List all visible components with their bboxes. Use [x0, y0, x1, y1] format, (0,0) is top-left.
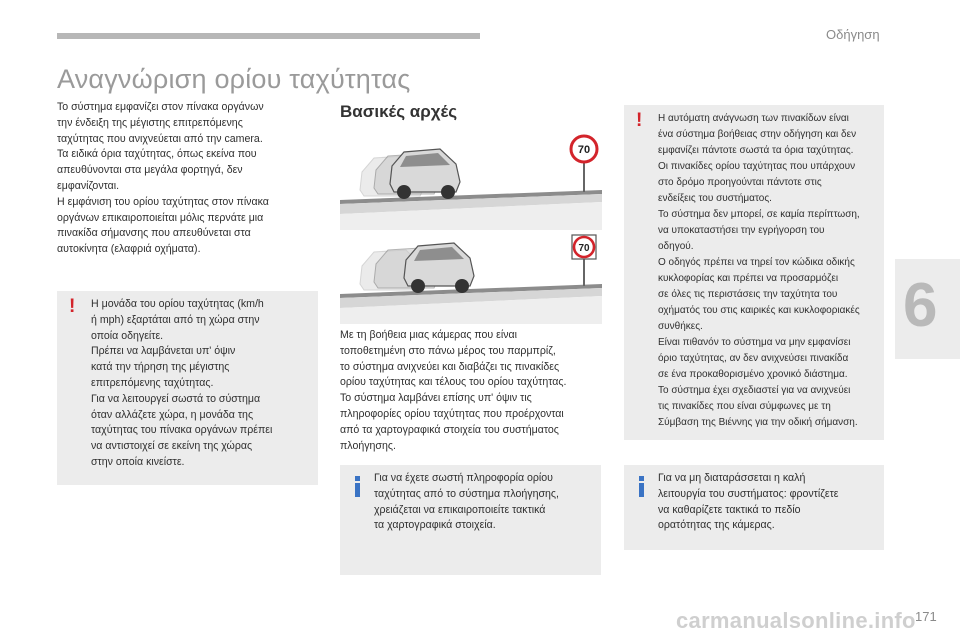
principles-line: Το σύστημα λαμβάνει επίσης υπ' όψιν τις	[340, 392, 532, 405]
warning-line: συνθήκες.	[658, 321, 703, 332]
warning-line: Το σύστημα δεν μπορεί, σε καμία περίπτωση,	[658, 209, 860, 220]
info-line: χρειάζεται να επικαιροποιείτε τακτικά	[374, 503, 546, 516]
intro-line: την ένδειξη της μέγιστης επιτρεπόμενης	[57, 116, 243, 129]
warning-box-right	[624, 105, 884, 440]
section-label: Οδήγηση	[826, 27, 880, 42]
intro-line: ταχύτητας που ανιχνεύεται από την camera.	[57, 132, 263, 145]
info-line: Για να μη διαταράσσεται η καλή	[658, 472, 806, 484]
header-bar	[57, 33, 480, 39]
warning-line: Για να λειτουργεί σωστά το σύστημα	[91, 392, 261, 405]
info-icon	[355, 476, 360, 497]
warning-line: Σύμβαση της Βιέννης για την οδική σήμανση.	[658, 417, 858, 428]
info-box-right	[624, 465, 884, 550]
warning-line: όταν αλλάζετε χώρα, η μονάδα της	[91, 408, 254, 421]
intro-line: Το σύστημα εμφανίζει στον πίνακα οργάνων	[57, 101, 264, 113]
warning-line: να υποκαταστήσει την εγρήγορση του	[658, 225, 825, 236]
warning-line: οδηγού.	[658, 241, 694, 252]
car-icon	[390, 149, 460, 199]
principles-line: πληροφορίες ορίου ταχύτητας που προέρχονται	[340, 407, 564, 420]
info-line: ταχύτητας από το σύστημα πλοήγησης,	[374, 487, 559, 500]
warning-line: στο δρόμο προηγούνται πάντοτε στις	[658, 177, 822, 188]
warning-box-left	[57, 291, 318, 485]
section-title: Βασικές αρχές	[340, 102, 458, 121]
watermark: carmanualsonline.info	[676, 608, 916, 633]
warning-exclamation-icon: !	[69, 296, 76, 317]
warning-line: επιτρεπόμενης ταχύτητας.	[91, 376, 214, 389]
warning-line: Το σύστημα έχει σχεδιαστεί για να ανιχνεύει	[658, 385, 851, 396]
speed-limit-sign-icon	[572, 235, 596, 286]
camera-detects-sign-illustration	[340, 132, 602, 230]
page-title: Αναγνώριση ορίου ταχύτητας	[57, 64, 411, 94]
warning-line: ενδείξεις του συστήματος.	[658, 193, 772, 204]
warning-line: στην οποία κινείστε.	[91, 455, 185, 468]
warning-line: εμφανίζει πάντοτε σωστά τα όρια ταχύτητας.	[658, 145, 854, 156]
warning-line: Ο οδηγός πρέπει να τηρεί τον κώδικα οδικής	[658, 257, 855, 268]
principles-line: ορίου ταχύτητας και τέλους του ορίου ταχύτητας.	[340, 376, 567, 389]
warning-line: Η μονάδα του ορίου ταχύτητας (km/h	[91, 298, 264, 310]
intro-line: Τα ειδικά όρια ταχύτητας, όπως εκείνα που	[57, 148, 257, 161]
info-line: λειτουργία του συστήματος: φροντίζετε	[658, 487, 839, 500]
warning-line: τις πινακίδες που είναι σύμφωνες με τη	[658, 401, 831, 412]
intro-line: εμφανίζονται.	[57, 179, 120, 192]
passing-sign-illustration	[340, 232, 602, 324]
intro-line: Η εμφάνιση του ορίου ταχύτητας στον πίνακα	[57, 195, 269, 208]
principles-paragraph	[340, 328, 602, 454]
car-icon	[404, 243, 474, 293]
warning-text-right	[658, 111, 884, 431]
info-text-middle	[374, 471, 598, 534]
warning-line: Οι πινακίδες ορίου ταχύτητας που υπάρχουν	[658, 161, 856, 172]
warning-exclamation-icon: !	[636, 110, 643, 131]
warning-line: οχήματός του στις καιρικές και κυκλοφοριακές	[658, 305, 860, 316]
intro-line: πινακίδα σήμανσης που απευθύνεται στα	[57, 227, 251, 240]
warning-line: όριο ταχύτητας, αν δεν ανιχνεύσει πινακίδα	[658, 353, 849, 364]
warning-line: ή mph) εξαρτάται από τη χώρα στην	[91, 313, 260, 326]
warning-line: κατά την τήρηση της μέγιστης	[91, 361, 230, 374]
warning-line: σε ένα προκαθορισμένο χρονικό διάστημα.	[658, 369, 848, 380]
info-line: Για να έχετε σωστή πληροφορία ορίου	[374, 472, 553, 484]
warning-line: κυκλοφορίας και πρέπει να προσαρμόζει	[658, 273, 839, 284]
info-text-right	[658, 471, 882, 534]
warning-line: Είναι πιθανόν το σύστημα να μην εμφανίσει	[658, 337, 851, 348]
intro-paragraph	[57, 100, 327, 258]
sign-value: 70	[578, 243, 590, 254]
page-number: 171	[915, 609, 937, 624]
warning-line: σε όλες τις περιστάσεις την ταχύτητα του	[658, 289, 838, 300]
intro-line: απευθύνονται στα μεγάλα φορτηγά, δεν	[57, 164, 243, 177]
sign-value: 70	[577, 144, 591, 156]
intro-line: οργάνων επικαιροποιείται μόλις περνάτε μια	[57, 211, 264, 224]
principles-line: Με τη βοήθεια μιας κάμερας που είναι	[340, 329, 518, 341]
warning-line: να αντιστοιχεί σε εκείνη της χώρας	[91, 440, 253, 453]
warning-line: Πρέπει να λαμβάνεται υπ' όψιν	[91, 345, 236, 358]
chapter-number: 6	[903, 271, 938, 340]
warning-text-left	[91, 297, 317, 471]
warning-line: ένα σύστημα βοήθειας στην οδήγηση και δεν	[658, 129, 857, 140]
principles-line: τοποθετημένη στο πάνω μέρος του παρμπρίζ,	[340, 344, 556, 357]
principles-line: το σύστημα ανιχνεύει και διαβάζει τις πινακίδες	[340, 360, 560, 373]
info-line: τα χαρτογραφικά στοιχεία.	[374, 519, 496, 532]
intro-line: αυτοκίνητα (ελαφριά οχήματα).	[57, 243, 201, 256]
info-line: να καθαρίζετε τακτικά το πεδίο	[658, 503, 801, 516]
speed-limit-sign-icon	[571, 136, 597, 192]
principles-line: πλοήγησης.	[340, 439, 396, 452]
info-line: ορατότητας της κάμερας.	[658, 519, 775, 532]
info-box-middle	[340, 465, 601, 575]
principles-line: από τα χαρτογραφικά στοιχεία του συστήματος	[340, 423, 559, 436]
warning-line: ταχύτητας του πίνακα οργάνων πρέπει	[91, 424, 273, 437]
info-icon	[639, 476, 644, 497]
warning-line: Η αυτόματη ανάγνωση των πινακίδων είναι	[658, 113, 849, 124]
warning-line: οποία οδηγείτε.	[91, 329, 164, 342]
